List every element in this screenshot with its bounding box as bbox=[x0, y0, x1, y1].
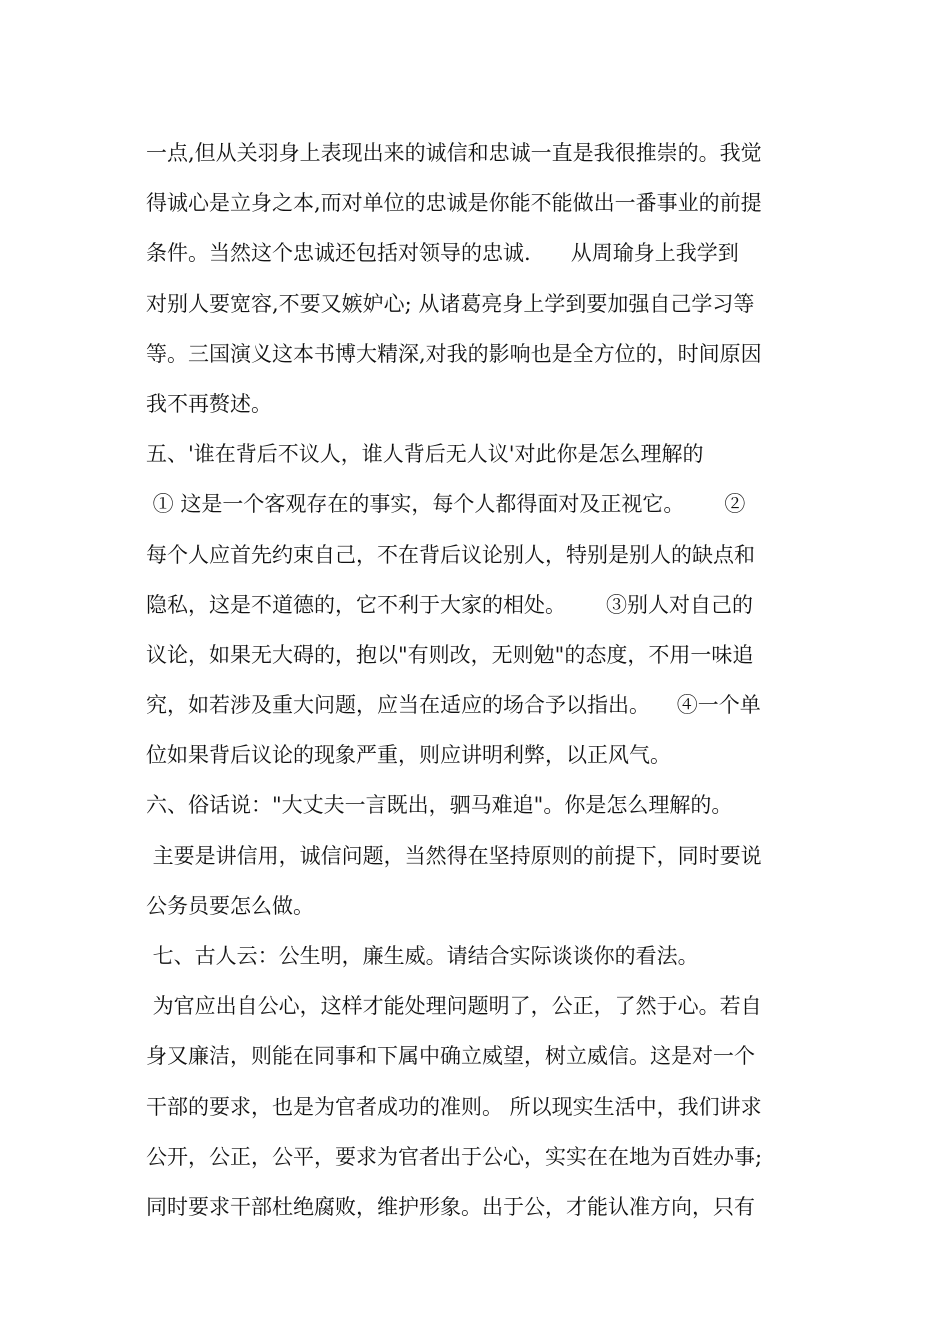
question-heading: 六、俗话说："大丈夫一言既出，驷马难追"。你是怎么理解的。 bbox=[146, 793, 733, 818]
text-line: 主要是讲信用，诚信问题，当然得在坚持原则的前提下，同时要说 bbox=[146, 843, 762, 868]
text-line: 隐私，这是不道德的，它不利于大家的相处。 ③别人对自己的 bbox=[146, 592, 754, 617]
text-line: 干部的要求，也是为官者成功的准则。 所以现实生活中，我们讲求 bbox=[146, 1094, 762, 1119]
text-line: 等。三国演义这本书博大精深,对我的影响也是全方位的，时间原因 bbox=[146, 341, 762, 366]
text-line: 一点,但从关羽身上表现出来的诚信和忠诚一直是我很推崇的。我觉 bbox=[146, 141, 762, 165]
text-line: 对别人要宽容,不要又嫉妒心; 从诸葛亮身上学到要加强自己学习等 bbox=[146, 291, 755, 316]
text-line: 同时要求干部杜绝腐败，维护形象。出于公，才能认准方向，只有 bbox=[146, 1194, 755, 1219]
text-line: ① 这是一个客观存在的事实，每个人都得面对及正视它。 ② bbox=[146, 492, 746, 517]
text-line: 公开，公正，公平，要求为官者出于公心，实实在在地为百姓办事; bbox=[146, 1144, 763, 1169]
text-line: 身又廉洁，则能在同事和下属中确立威望，树立威信。这是对一个 bbox=[146, 1044, 755, 1069]
text-line: 每个人应首先约束自己，不在背后议论别人，特别是别人的缺点和 bbox=[146, 542, 755, 567]
question-heading: 七、古人云：公生明，廉生威。请结合实际谈谈你的看法。 bbox=[146, 944, 699, 968]
text-line: 条件。当然这个忠诚还包括对领导的忠诚. 从周瑜身上我学到 bbox=[146, 241, 739, 266]
text-line: 究，如若涉及重大问题，应当在适应的场合予以指出。 ④一个单 bbox=[146, 693, 761, 718]
text-line: 议论，如果无大碍的，抱以"有则改，无则勉"的态度，不用一味追 bbox=[146, 642, 754, 667]
body-text bbox=[146, 128, 816, 1232]
text-line: 得诚心是立身之本,而对单位的忠诚是你能不能做出一番事业的前提 bbox=[146, 191, 762, 216]
text-line: 我不再赘述。 bbox=[146, 391, 272, 416]
text-line: 公务员要怎么做。 bbox=[146, 893, 314, 918]
question-heading: 五、'谁在背后不议人，谁人背后无人议'对此你是怎么理解的 bbox=[146, 442, 704, 467]
text-line: 为官应出自公心，这样才能处理问题明了，公正，了然于心。若自 bbox=[146, 994, 762, 1019]
text-line: 位如果背后议论的现象严重，则应讲明利弊，以正风气。 bbox=[146, 743, 671, 768]
